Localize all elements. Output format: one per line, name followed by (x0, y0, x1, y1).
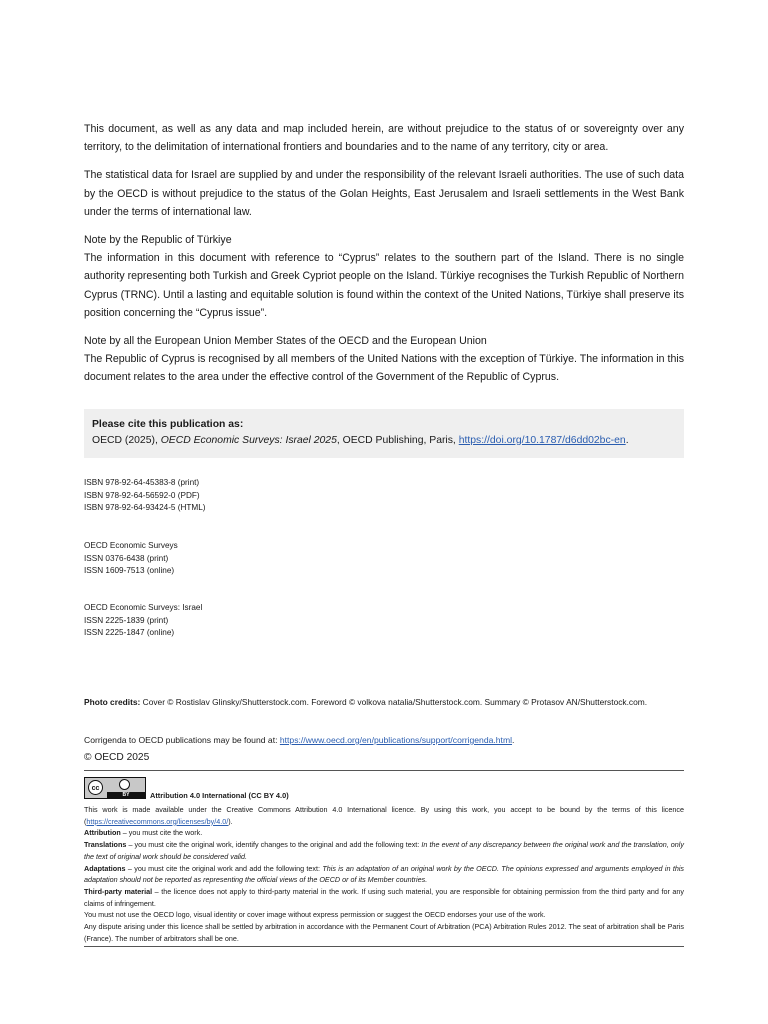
disclaimer-israel-data: The statistical data for Israel are supplied by and under the responsibility of the relevant Israeli authorities. The use of such data by the OECD is without prejudice to the status of the Golan Heights, East Jerusalem and Israeli settlements in the West Bank under the terms of international law. (84, 169, 684, 218)
citation-box (84, 409, 684, 458)
citation-title-italic: OECD Economic Surveys: Israel 2025 (160, 434, 337, 446)
divider-bottom (84, 946, 684, 947)
license-intro-end: ). (228, 816, 233, 826)
photo-credits (84, 697, 684, 707)
license-attribution (84, 827, 684, 839)
license-adaptations (84, 863, 684, 886)
series-issn-print: ISSN 0376-6438 (print) (84, 553, 169, 563)
adaptations-italic: This is an adaptation of an original work by the OECD. The opinions expressed and arguments employed in this adaptation should not be reported as representing the official views of the OECD or of its Member countries. (84, 863, 685, 885)
license-intro-text: This work is made available under the Creative Commons Attribution 4.0 International licence. By using this work, you accept to be bound by the terms of this licence ( (84, 805, 684, 826)
country-series-title: OECD Economic Surveys: Israel (84, 603, 203, 612)
license-translations (84, 839, 684, 862)
translations-italic: In the event of any discrepancy between the original work and the translation, only the text of original work should be considered valid. (84, 840, 684, 861)
citation-prefix: OECD (2025), (92, 434, 161, 446)
divider-top (84, 770, 684, 771)
series-issn-online: ISSN 1609-7513 (online) (84, 566, 175, 575)
citation-end: . (625, 434, 629, 446)
turkiye-note-heading: Note by the Republic of Türkiye (84, 234, 232, 247)
isbn-pdf: ISBN 978-92-64-56592-0 (PDF) (84, 490, 200, 500)
series-issn-list (84, 540, 178, 578)
third-party-text: – the licence does not apply to third-party material in the work. If using such material, you are responsible for obtaining permission from the third party and for any claims of infringement. (84, 886, 685, 908)
cc-icon: cc (88, 780, 103, 795)
attribution-label: Attribution (84, 828, 121, 838)
country-series-issn-list (84, 602, 202, 640)
eu-note-heading: Note by all the European Union Member States of the OECD and the European Union (84, 335, 487, 348)
citation-title: Please cite this publication as: (92, 418, 244, 430)
license-header (84, 777, 684, 801)
translations-label: Translations (84, 840, 127, 850)
license-intro (84, 804, 684, 827)
disclaimer-territory: This document, as well as any data and map included herein, are without prejudice to the status of or sovereignty over any territory, to the delimitation of international frontiers and boundaries and to the name of any territory, city or area. (84, 123, 684, 154)
isbn-print: ISBN 978-92-64-45383-8 (print) (84, 478, 200, 487)
copyright: © OECD 2025 (84, 752, 150, 763)
citation-suffix: , OECD Publishing, Paris, (336, 434, 459, 446)
license-third-party (84, 886, 684, 909)
by-label: BY (107, 792, 145, 799)
license-logo-use: You must not use the OECD logo, visual identity or cover image without express permission or suggest the OECD endorses your use of the work. (84, 910, 546, 920)
disclaimer-section (84, 120, 684, 458)
license-text (84, 804, 684, 944)
attribution-person-icon (119, 779, 130, 790)
corrigenda-end: . (512, 735, 515, 745)
license-dispute: Any dispute arising under this licence shall be settled by arbitration in accordance with the Permanent Court of Arbitration (PCA) Arbitration Rules 2012. The seat of arbitration shall be Paris (France). The number of arbitrators shall be one. (84, 922, 684, 943)
eu-note-body: The Republic of Cyprus is recognised by all members of the United Nations with the exception of Türkiye. The information in this document relates to the area under the effective control of the Government of the Republic of Cyprus. (84, 353, 684, 384)
photo-credits-label: Photo credits: (84, 697, 141, 707)
country-series-issn-online: ISSN 2225-1847 (online) (84, 628, 175, 637)
adaptations-text: – you must cite the original work and add the following text: (125, 863, 323, 873)
third-party-label: Third-party material (84, 886, 153, 896)
series-title: OECD Economic Surveys (84, 541, 178, 550)
attribution-text: – you must cite the work. (120, 828, 203, 838)
adaptations-label: Adaptations (84, 863, 126, 873)
country-series-issn-print: ISSN 2225-1839 (print) (84, 615, 169, 625)
corrigenda-text: Corrigenda to OECD publications may be found at: (84, 735, 280, 745)
license-title: Attribution 4.0 International (CC BY 4.0) (150, 791, 289, 800)
photo-credits-text: Cover © Rostislav Glinsky/Shutterstock.com. Foreword © volkova natalia/Shutterstock.com. Summary © Protasov AN/Shutterstock.com. (140, 697, 648, 707)
turkiye-note-body: The information in this document with reference to “Cyprus” relates to the southern part of the Island. There is no single authority representing both Turkish and Greek Cypriot people on the Island. Türkiye recognises the Turkish Republic of Northern Cyprus (TRNC). Until a lasting and equitable solution is found within the context of the United Nations, Türkiye shall preserve its position concerning the “Cyprus issue”. (84, 252, 684, 319)
corrigenda (84, 735, 684, 745)
translations-text: – you must cite the original work, identify changes to the original and add the following text: (126, 840, 422, 850)
corrigenda-link[interactable]: https://www.oecd.org/en/publications/support/corrigenda.html (279, 735, 513, 745)
citation-doi-link[interactable]: https://doi.org/10.1787/d6dd02bc-en (458, 434, 626, 446)
license-link[interactable]: https://creativecommons.org/licenses/by/4.0/ (86, 816, 229, 826)
cc-by-badge (84, 777, 146, 799)
isbn-list (84, 477, 206, 515)
isbn-html: ISBN 978-92-64-93424-5 (HTML) (84, 503, 206, 512)
